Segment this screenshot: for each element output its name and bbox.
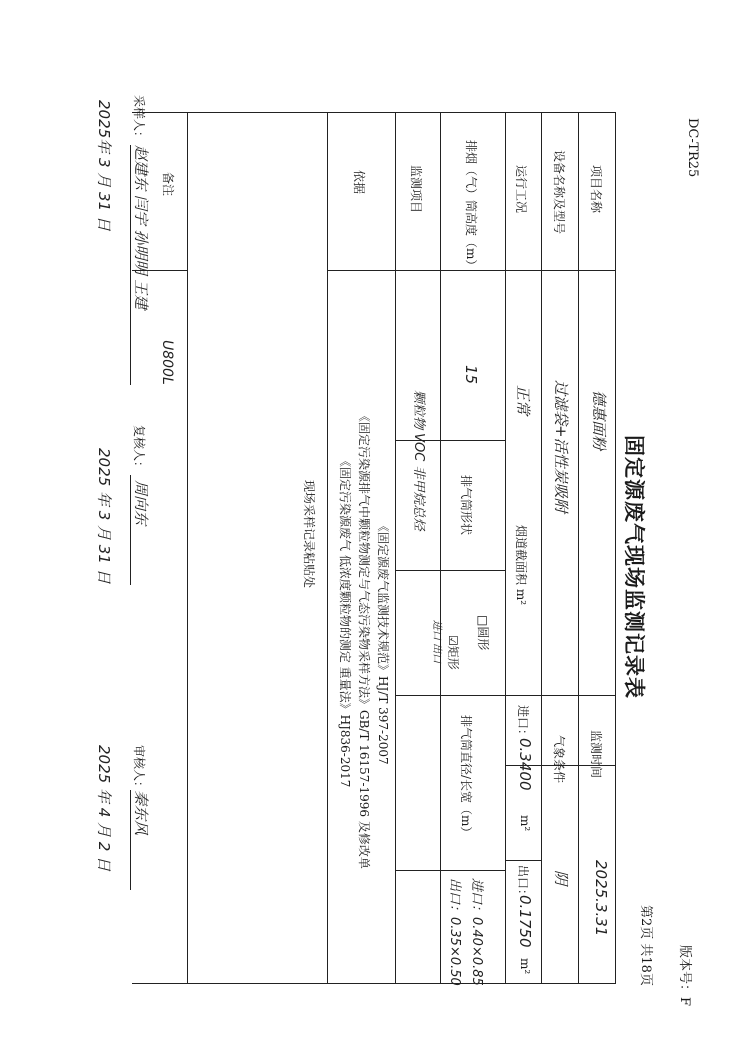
basis-standard-2: 《固定污染源排气中颗粒物测定与气态污染物采样方法》GB/T 16157-1996 及修改单 <box>357 410 371 869</box>
value-operation: 正常 <box>514 385 532 416</box>
value-monitor-item: 颗粒物 VOC 非甲烷总烃 <box>411 390 426 531</box>
value-weather: 阴 <box>552 870 570 886</box>
label-basis: 依据 <box>352 170 366 195</box>
doc-code: DC-TR25 <box>685 118 700 178</box>
shape-round-option[interactable]: □圆形 <box>476 615 490 651</box>
shape-rect-option[interactable]: ☑矩形 <box>446 635 460 670</box>
reviewer-name: 周向东 <box>132 480 150 526</box>
outlet-area-unit: m² <box>518 958 532 975</box>
value-stack-height: 15 <box>462 365 480 385</box>
approver-label: 审核人： <box>132 745 146 794</box>
sampler-date: 2025年 3 月 31 日 <box>95 100 113 231</box>
label-duct-area: 烟道截面积 m² <box>514 525 528 606</box>
value-outlet-dim: 出口：0.35×0.50 <box>447 878 462 986</box>
approver-name: 秦东风 <box>132 790 150 836</box>
sampler-label: 采样人： <box>132 95 146 144</box>
reviewer-label: 复核人： <box>132 425 146 474</box>
value-monitor-time: 2025.3.31 <box>592 860 610 937</box>
value-inlet-dim: 进口：0.40×0.85 <box>469 878 484 986</box>
label-monitor-time: 监测时间 <box>589 730 603 779</box>
inlet-area-unit: m² <box>518 815 532 832</box>
label-remark: 备注 <box>161 172 175 197</box>
label-project-name: 项目名称 <box>589 165 603 214</box>
page-number: 第2页 共18页 <box>638 905 653 986</box>
label-monitor-item: 监测项目 <box>409 165 423 214</box>
paste-area-label: 现场采样记录粘贴处 <box>302 480 316 589</box>
value-project-name: 德惠面粉 <box>590 390 608 451</box>
inlet-area-label: 进口： <box>516 705 530 742</box>
value-device-name: 过滤袋+活性炭吸附 <box>552 380 570 513</box>
label-stack-shape: 排气筒形状 <box>459 475 473 536</box>
label-stack-diameter: 排气筒直径/长宽（m） <box>459 715 473 839</box>
sampler-names: 赵建东 闫宇 孙明明 王建 <box>132 145 150 310</box>
label-weather: 气象条件 <box>552 735 566 784</box>
approver-date: 2025 年 4 月 2 日 <box>95 745 113 872</box>
label-stack-height: 排烟（气）筒高度（m） <box>464 140 478 272</box>
form-title: 固定源废气现场监测记录表 <box>622 435 647 699</box>
label-operation: 运行工况 <box>514 165 528 214</box>
basis-standard-3: 《固定污染源废气 低浓度颗粒物的测定 重量法》HJ836-2017 <box>338 455 352 788</box>
shape-note: 进口 出口 <box>431 620 442 664</box>
reviewer-date: 2025 年 3 月 31 日 <box>95 448 113 584</box>
value-inlet-area: 0.3400 <box>516 738 534 791</box>
sampler-underline <box>130 145 131 385</box>
outlet-area-label: 出口： <box>516 865 530 902</box>
stamp-mark: U800L <box>159 340 175 385</box>
reviewer-underline <box>130 475 131 585</box>
basis-standard-1: 《固定源废气监测技术规范》HJ/T 397-2007 <box>376 520 390 765</box>
value-outlet-area: 0.1750 <box>516 895 534 948</box>
version-label: 版本号：F <box>677 945 692 1007</box>
approver-underline <box>130 790 131 890</box>
label-device-name: 设备名称及型号 <box>552 150 566 235</box>
